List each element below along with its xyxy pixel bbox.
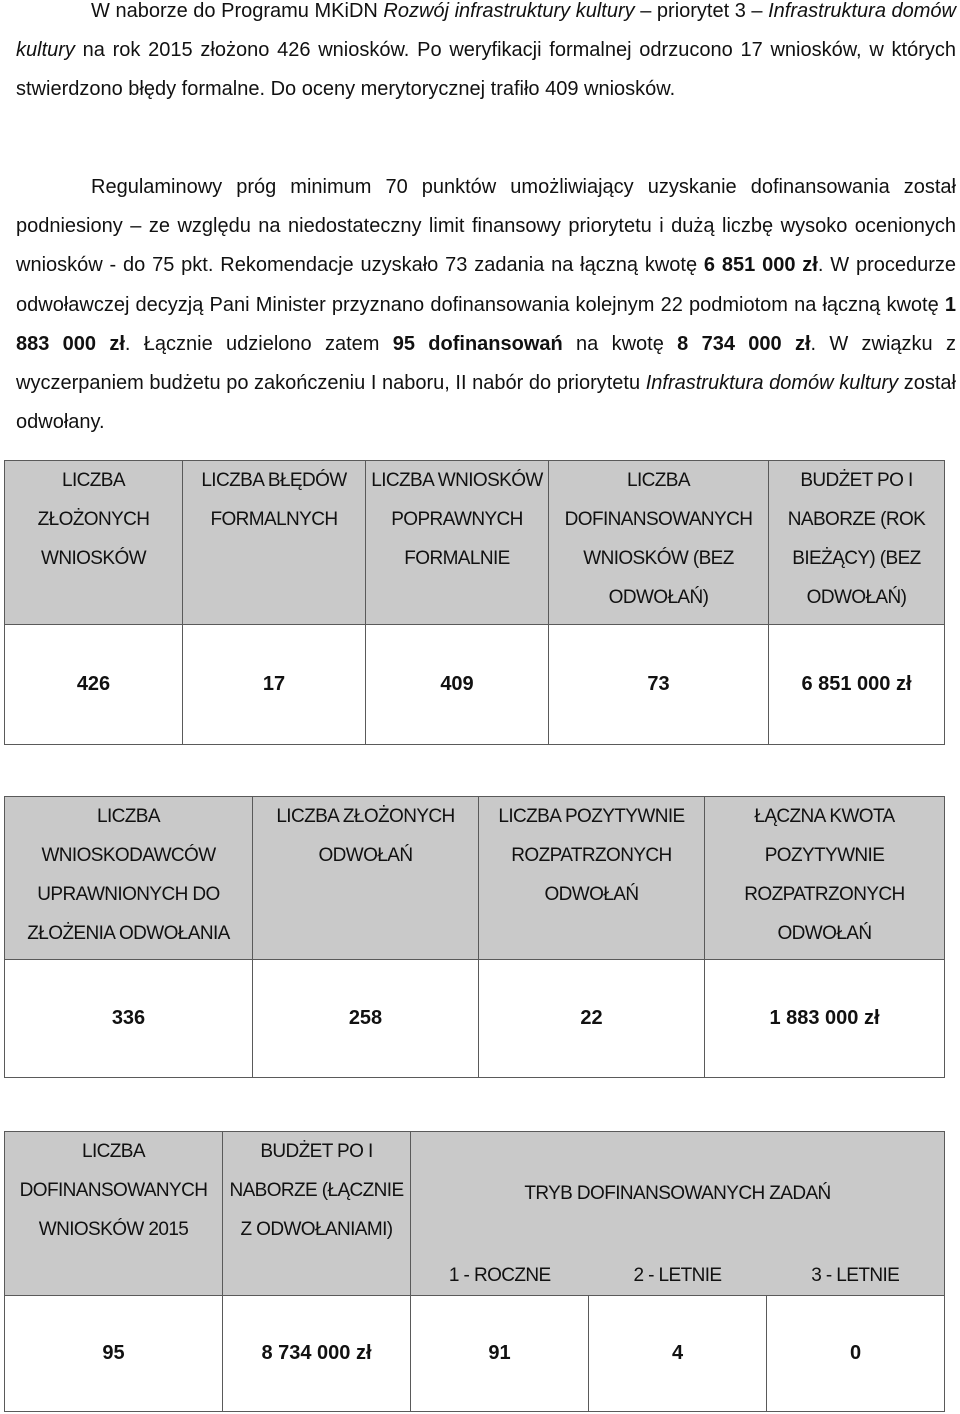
intro-paragraph [16,0,956,110]
header-cell: LICZBA ZŁOŻONYCH ODWOŁAŃ [253,797,479,960]
text-segment: W naborze do Programu MKiDN [91,0,384,22]
header-cell: BUDŻET PO I NABORZE (ŁĄCZNIE Z ODWOŁANIAMI) [223,1132,411,1296]
total-grants: 95 dofinansowań [392,332,563,355]
value-cell: 8 734 000 zł [223,1296,411,1412]
value-cell: 91 [411,1296,589,1412]
header-cell: LICZBA DOFINANSOWANYCH WNIOSKÓW (BEZ ODWOŁAŃ) [549,461,769,625]
table-appeals [4,796,945,1078]
value-cell: 336 [5,960,253,1078]
group-header-cell: TRYB DOFINANSOWANYCH ZADAŃ [411,1132,945,1256]
value-cell: 409 [366,625,549,745]
text-segment: – priorytet 3 – [634,0,769,22]
value-cell: 0 [767,1296,945,1412]
value-cell: 426 [5,625,183,745]
results-paragraph [16,168,956,442]
subheader-cell: 3 - LETNIE [767,1256,945,1296]
value-cell: 258 [253,960,479,1078]
table-header-row [5,797,945,960]
value-cell: 1 883 000 zł [705,960,945,1078]
value-cell: 6 851 000 zł [769,625,945,745]
header-cell: LICZBA BŁĘDÓW FORMALNYCH [183,461,366,625]
text-segment: . W związku z wyczerpaniem budżetu po zakończeniu I naboru, II nabór do priorytetu [16,332,956,395]
header-cell: LICZBA WNIOSKÓW POPRAWNYCH FORMALNIE [366,461,549,625]
header-cell: LICZBA ZŁOŻONYCH WNIOSKÓW [5,461,183,625]
subheader-cell: 1 - ROCZNE [411,1256,589,1296]
text-segment: Regulaminowy próg minimum 70 punktów umożliwiający uzyskanie dofinansowania został podniesiony – ze względu na niedostateczny limit finansowy priorytetu i dużą liczbę wysoko ocenionych wniosków - do 75 pkt. Rekomendacje uzyskało 73 zadania na łączną kwotę [16,176,956,277]
program-name: Rozwój infrastruktury kultury [383,0,635,22]
value-cell: 22 [479,960,705,1078]
header-cell: LICZBA WNIOSKODAWCÓW UPRAWNIONYCH DO ZŁOŻENIA ODWOŁANIA [5,797,253,960]
table-first-round [4,460,945,745]
table-row [5,625,945,745]
table-summary-2015 [4,1131,945,1412]
value-cell: 73 [549,625,769,745]
subheader-cell: 2 - LETNIE [589,1256,767,1296]
value-cell: 4 [589,1296,767,1412]
header-cell: LICZBA POZYTYWNIE ROZPATRZONYCH ODWOŁAŃ [479,797,705,960]
text-segment: . W procedurze odwoławczej decyzją Pani Minister przyznano dofinansowania kolejnym 22 podmiotom na łączną kwotę [16,254,957,316]
table-row [5,960,945,1078]
header-cell: BUDŻET PO I NABORZE (ROK BIEŻĄCY) (BEZ ODWOŁAŃ) [769,461,945,625]
table-header-row [5,1132,945,1256]
priority-name: Infrastruktura domów kultury [645,372,899,395]
table-row [5,1296,945,1412]
amount-first-round: 6 851 000 zł [703,254,818,277]
priority-name: Infrastruktura domów kultury [16,0,956,62]
text-segment: został odwołany. [16,372,956,434]
amount-appeals: 1 883 000 zł [16,293,956,355]
text-segment: . Łącznie udzielono zatem [124,332,393,355]
value-cell: 95 [5,1296,223,1412]
header-cell: LICZBA DOFINANSOWANYCH WNIOSKÓW 2015 [5,1132,223,1296]
value-cell: 17 [183,625,366,745]
text-segment: na kwotę [562,332,678,355]
header-cell: ŁĄCZNA KWOTA POZYTYWNIE ROZPATRZONYCH ODWOŁAŃ [705,797,945,960]
amount-total: 8 734 000 zł [677,332,811,355]
table-header-row [5,461,945,625]
text-segment: na rok 2015 złożono 426 wniosków. Po weryfikacji formalnej odrzucono 17 wniosków, w których stwierdzono błędy formalne. Do oceny merytorycznej trafiło 409 wniosków. [16,39,956,101]
